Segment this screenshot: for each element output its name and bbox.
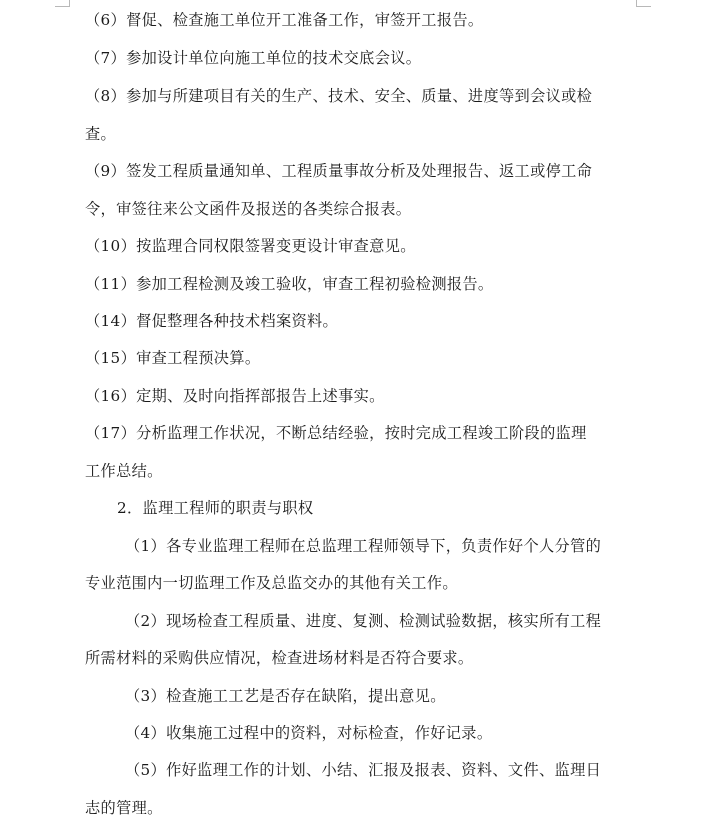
paragraph-line: （5）作好监理工作的计划、小结、汇报及报表、资料、文件、监理日 [125, 761, 602, 779]
paragraph-line: （2）现场检查工程质量、进度、复测、检测试验数据，核实所有工程 [125, 612, 602, 630]
paragraph-line: （10）按监理合同权限签署变更设计审查意见。 [85, 237, 416, 255]
paragraph-line: 令，审签往来公文函件及报送的各类综合报表。 [85, 200, 412, 218]
paragraph-line: （8）参加与所建项目有关的生产、技术、安全、质量、进度等到会议或检 [85, 87, 593, 105]
paragraph-line: （16）定期、及时向指挥部报告上述事实。 [85, 387, 385, 405]
paragraph-line: （6）督促、检查施工单位开工准备工作，审签开工报告。 [85, 11, 484, 29]
paragraph-line: 专业范围内一切监理工作及总监交办的其他有关工作。 [85, 574, 458, 592]
right-margin-corner-mark [636, 0, 651, 7]
section-heading: 2．监理工程师的职责与职权 [117, 499, 314, 517]
paragraph-line: （1）各专业监理工程师在总监理工程师领导下，负责作好个人分管的 [125, 537, 602, 555]
left-margin-corner-mark [55, 0, 70, 7]
paragraph-line: （3）检查施工工艺是否存在缺陷，提出意见。 [125, 687, 446, 705]
paragraph-line: 志的管理。 [85, 799, 163, 817]
paragraph-line: （9）签发工程质量通知单、工程质量事故分析及处理报告、返工或停工命 [85, 162, 593, 180]
paragraph-line: （11）参加工程检测及竣工验收，审查工程初验检测报告。 [85, 275, 494, 293]
paragraph-line: 查。 [85, 125, 117, 143]
paragraph-line: （4）收集施工过程中的资料，对标检查，作好记录。 [125, 724, 493, 742]
paragraph-line: 工作总结。 [85, 462, 163, 480]
paragraph-line: （15）审查工程预决算。 [85, 349, 261, 367]
paragraph-line: （17）分析监理工作状况，不断总结经验，按时完成工程竣工阶段的监理 [85, 424, 587, 442]
paragraph-line: （7）参加设计单位向施工单位的技术交底会议。 [85, 49, 422, 67]
paragraph-line: 所需材料的采购供应情况，检查进场材料是否符合要求。 [85, 649, 474, 667]
paragraph-line: （14）督促整理各种技术档案资料。 [85, 312, 339, 330]
